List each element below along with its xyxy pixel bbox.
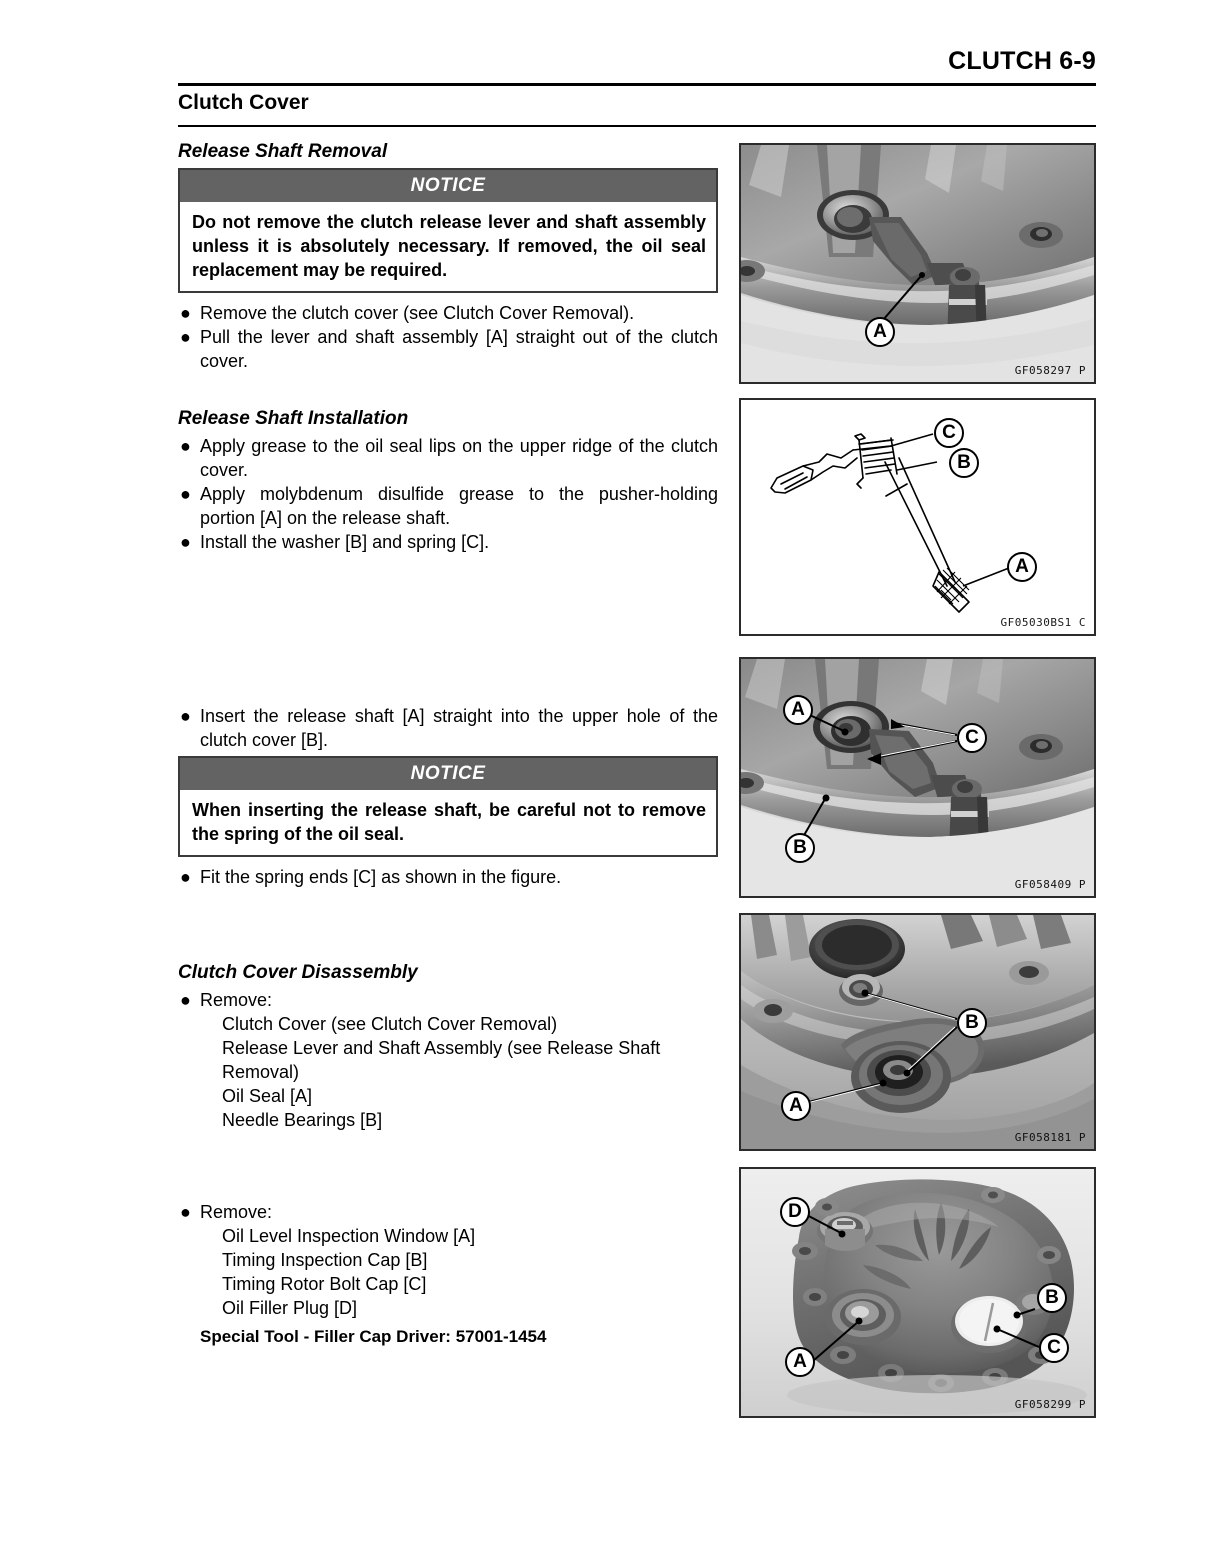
page-header: [178, 46, 1096, 76]
callout-C: C: [1039, 1333, 1069, 1363]
figure-clutch-cover-inner-photo: [739, 913, 1096, 1151]
bullet-dot-icon: ●: [180, 484, 191, 504]
bullet-dot-icon: ●: [180, 327, 191, 347]
figure-caption: GF058299 P: [1014, 1398, 1086, 1411]
figure-image: [741, 145, 1094, 382]
heading-clutch-cover-disassembly: Clutch Cover Disassembly: [178, 962, 418, 983]
figure-caption: GF058297 P: [1014, 364, 1086, 377]
bullet-dot-icon: ●: [180, 532, 191, 552]
callout-C: C: [934, 418, 964, 448]
figure-image: [741, 400, 1094, 634]
callout-A: A: [785, 1347, 815, 1377]
callout-A: A: [783, 695, 813, 725]
bullet-dot-icon: ●: [180, 990, 191, 1010]
callout-A: A: [781, 1091, 811, 1121]
notice-paragraph: Do not remove the clutch release lever and shaft assembly unless it is absolutely necessary. If removed, the oil seal replacement may be required.: [192, 212, 706, 280]
bullet-item: [178, 865, 718, 889]
callout-A: A: [865, 317, 895, 347]
bullet-item: [178, 988, 718, 1012]
list-item: Oil Filler Plug [D]: [222, 1298, 358, 1318]
callout-C: C: [957, 723, 987, 753]
bullet-dot-icon: ●: [180, 303, 191, 323]
bullet-text: Fit the spring ends [C] as shown in the figure.: [200, 867, 562, 887]
bullet-item: [178, 482, 718, 530]
callout-B: B: [949, 448, 979, 478]
callout-D: D: [780, 1197, 810, 1227]
bullet-item: [178, 301, 718, 325]
bullet-item: [178, 704, 718, 752]
figure-image: [741, 915, 1094, 1149]
notice-label: NOTICE: [180, 170, 716, 202]
notice-text: [180, 202, 716, 291]
bullet-item: [178, 530, 718, 554]
notice-box-1: [178, 168, 718, 293]
content-column: [178, 140, 718, 1349]
bullet-item: [178, 325, 718, 373]
bullet-item: [178, 434, 718, 482]
header-rule-bottom: [178, 125, 1096, 127]
figure-image: [741, 1169, 1094, 1416]
figure-release-shaft-installation-photo: [739, 657, 1096, 898]
figure-clutch-cover-outer-photo: [739, 1167, 1096, 1418]
figure-release-shaft-assembly-drawing: [739, 398, 1096, 636]
page-title: Clutch Cover: [178, 91, 309, 114]
header-rule-top: [178, 83, 1096, 86]
bullet-dot-icon: ●: [180, 706, 191, 726]
list-item: Release Lever and Shaft Assembly (see Release Shaft Removal): [222, 1038, 661, 1082]
bullet-text: Remove:: [200, 1202, 273, 1222]
bullet-text: Insert the release shaft [A] straight into the upper hole of the clutch cover [B].: [200, 706, 718, 750]
list-item: Clutch Cover (see Clutch Cover Removal): [222, 1014, 558, 1034]
list-item: Needle Bearings [B]: [222, 1110, 383, 1130]
callout-B: B: [1037, 1283, 1067, 1313]
figure-image: [741, 659, 1094, 896]
callout-B: B: [957, 1008, 987, 1038]
bullet-item: [178, 1200, 718, 1224]
list-item: Timing Inspection Cap [B]: [222, 1250, 428, 1270]
heading-release-shaft-removal: Release Shaft Removal: [178, 141, 388, 162]
bullet-dot-icon: ●: [180, 867, 191, 887]
special-tool-line: Special Tool - Filler Cap Driver: 57001-1454: [200, 1327, 547, 1346]
callout-A: A: [1007, 552, 1037, 582]
bullet-text: Apply molybdenum disulfide grease to the pusher-holding portion [A] on the release shaft.: [200, 484, 718, 528]
figure-caption: GF058181 P: [1014, 1131, 1086, 1144]
bullet-text: Apply grease to the oil seal lips on the upper ridge of the clutch cover.: [200, 436, 718, 480]
bullet-text: Remove:: [200, 990, 273, 1010]
heading-release-shaft-installation: Release Shaft Installation: [178, 408, 409, 429]
figure-caption: GF058409 P: [1014, 878, 1086, 891]
notice-label: NOTICE: [180, 758, 716, 790]
bullet-text: Pull the lever and shaft assembly [A] straight out of the clutch cover.: [200, 327, 718, 371]
figure-caption: GF05030BS1 C: [1000, 616, 1086, 629]
list-item: Oil Seal [A]: [222, 1086, 313, 1106]
list-item: Timing Rotor Bolt Cap [C]: [222, 1274, 427, 1294]
notice-paragraph: When inserting the release shaft, be careful not to remove the spring of the oil seal.: [192, 800, 706, 844]
figure-release-shaft-removal-photo: [739, 143, 1096, 384]
bullet-text: Remove the clutch cover (see Clutch Cover Removal).: [200, 303, 635, 323]
bullet-dot-icon: ●: [180, 1202, 191, 1222]
list-item: Oil Level Inspection Window [A]: [222, 1226, 476, 1246]
notice-text: [180, 790, 716, 855]
page-header-title: CLUTCH 6-9: [948, 47, 1096, 75]
bullet-text: Install the washer [B] and spring [C].: [200, 532, 490, 552]
notice-box-2: [178, 756, 718, 857]
bullet-dot-icon: ●: [180, 436, 191, 456]
callout-B: B: [785, 833, 815, 863]
